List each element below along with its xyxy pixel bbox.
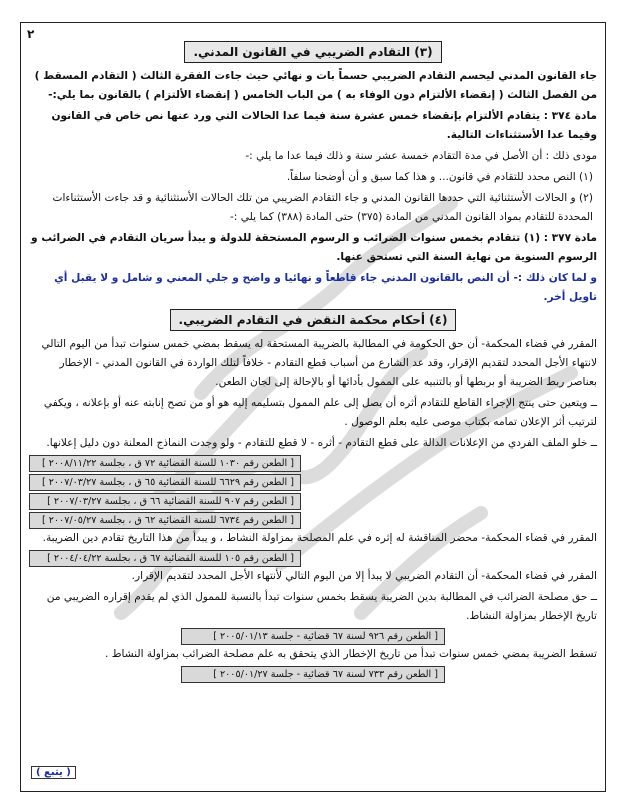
continued-label: ( يتبع ) — [31, 766, 76, 779]
meaning-paragraph: مودى ذلك : أن الأصل في مدة التقادم خمسة عشر سنة و ذلك فيما عدا ما يلي :- — [245, 150, 597, 162]
ruling-citation: [ الطعن رقم ٦٧٣٤ للسنة القضائية ٦٢ ق ، بجلسة ٢٠٠٧/٠٥/٢٧ ] — [29, 512, 597, 529]
exception-item-1: (١) النص محدد للتقادم في قانون... و هذا كما سبق و أن أوضحنا سلفاً. — [286, 171, 593, 183]
civil-law-intro: جاء القانون المدني ليحسم التقادم الضريبي حسماً بات و نهائي حيث جاءت الفقرة الثالث ( التقادم المسقط ) من الفصل الثالث ( إنقضاء الألتزام دون الوفاء به ) من الباب الخامس ( إنقضاء الألتزام ) بالقانون بما يلي:- — [34, 70, 597, 101]
ruling-citation: [ الطعن رقم ٦٦٢٩ للسنة القضائية ٦٥ ق ، بجلسة ٢٠٠٧/٠٣/٢٧ ] — [29, 474, 597, 491]
conclusion-paragraph: و لما كان ذلك :- أن النص بالقانون المدني جاء قاطعاً و نهائيا و واضح و جلي المعني و شامل و لا يقبل أي تاويل أخر. — [54, 272, 597, 303]
ruling-paragraph-1: المقرر في قضاء المحكمة- أن حق الحكومة في المطالبة بالضريبة المستحقة له يسقط بمضي خمس سنوات تبدأ من اليوم التالي لانتهاء الأجل المحدد لتقديم الإقرار، وقد عد الشارع من أسباب قطع التقادم - خلافاً لتلك الواردة في القانون المدني - الإخطار بعناصر ربط الضريبة أو بربطها أو بالتنبيه على الممول بأدائها أو بالإحالة إلى لجان الطعن. — [41, 338, 597, 388]
page-number: ٢ — [27, 27, 35, 41]
ruling-citation: [ الطعن رقم ١٠٣٠ للسنة القضائية ٧٢ ق ، بجلسة ٢٠٠٨/١١/٢٢ ] — [29, 455, 597, 472]
ruling-citation: [ الطعن رقم ٩٠٧ للسنة القضائية ٦٦ ق ، بجلسة ٢٠٠٧/٠٣/٢٧ ] — [29, 493, 597, 510]
section-heading-civil-law: (٣) التقادم الضريبي في القانون المدني. — [184, 41, 441, 63]
ruling-citation: [ الطعن رقم ٧٣٣ لسنة ٦٧ قضائية - جلسة ٢٠٠٥/٠١/٢٧ ] — [29, 666, 597, 683]
ruling-paragraph-3: ــ خلو الملف الفردي من الإعلانات الدالة على قطع التقادم - أثره - لا قطع للتقادم - ولو وجدت النماذج المعلنة دون دليل إعلانها. — [46, 437, 597, 449]
document-page — [20, 22, 606, 792]
ruling-paragraph-2: ــ ويتعين حتى ينتج الإجراء القاطع للتقادم أثره أن يصل إلى علم الممول بتسليمه إليه هو أو من تصح إنابته عنه أو بإعلانه ، ويكفي لترتيب أثر الإعلان تمامه بكتاب موصى عليه بعلم الوصول . — [43, 397, 597, 428]
exception-item-2: (٢) و الحالات الأستثنائية التي حددها القانون المدني و جاء التقادم الضريبي من تلك الحالات الأستثنائية و قد جاءت الأستثناءات المحددة للتقادم بمواد القانون المدني من المادة (٣٧٥) حتى المادة (٣٨٨) كما يلي :- — [52, 192, 593, 223]
section-heading-cassation: (٤) أحكام محكمة النقض في التقادم الضريبي. — [170, 309, 457, 331]
ruling-paragraph-4: المقرر في قضاء المحكمة- محضر المناقشة له إثره في علم المصلحة بمزاولة النشاط ، و يبدأ من هذا التاريخ تقادم دين الضريبة. — [42, 532, 597, 544]
article-374: مادة ٣٧٤ : يتقادم الألتزام بإنقضاء خمس عشرة سنة فيما عدا الحالات التي ورد عنها نص خاص في القانون وفيما عدا الأستثناءات التالية. — [51, 110, 597, 141]
ruling-paragraph-6: ــ حق مصلحة الضرائب في المطالبة بدين الضريبة يسقط بخمس سنوات تبدأ بالنسبة للممول الذي لم يقدم إقراره الضريبي من تاريخ الإخطار بمزاولة النشاط. — [46, 591, 597, 622]
ruling-citation: [ الطعن رقم ١٠٥ للسنة القضائية ٦٧ ق ، بجلسة ٢٠٠٤/٠٤/٢٢ ] — [29, 550, 597, 567]
ruling-paragraph-7: تسقط الضريبة بمضي خمس سنوات تبدأ من تاريخ الإخطار الذي يتحقق به علم مصلحة الضرائب بمزاولة النشاط . — [104, 648, 597, 660]
ruling-citation: [ الطعن رقم ٩٢٦ لسنة ٦٧ قضائية - جلسة ٢٠٠٥/٠١/١٣ ] — [29, 628, 597, 645]
article-377: مادة ٣٧٧ : (١) تتقادم بخمس سنوات الضرائب و الرسوم المستحقة للدولة و يبدأ سريان التقادم في الضرائب و الرسوم السنوية من نهاية السنة التي تستحق عنها. — [31, 232, 597, 263]
ruling-paragraph-5: المقرر في قضاء المحكمة- أن التقادم الضريبي لا يبدأ إلا من اليوم التالي لأنتهاء الأجل المحدد لتقديم الإقرار. — [131, 570, 597, 582]
